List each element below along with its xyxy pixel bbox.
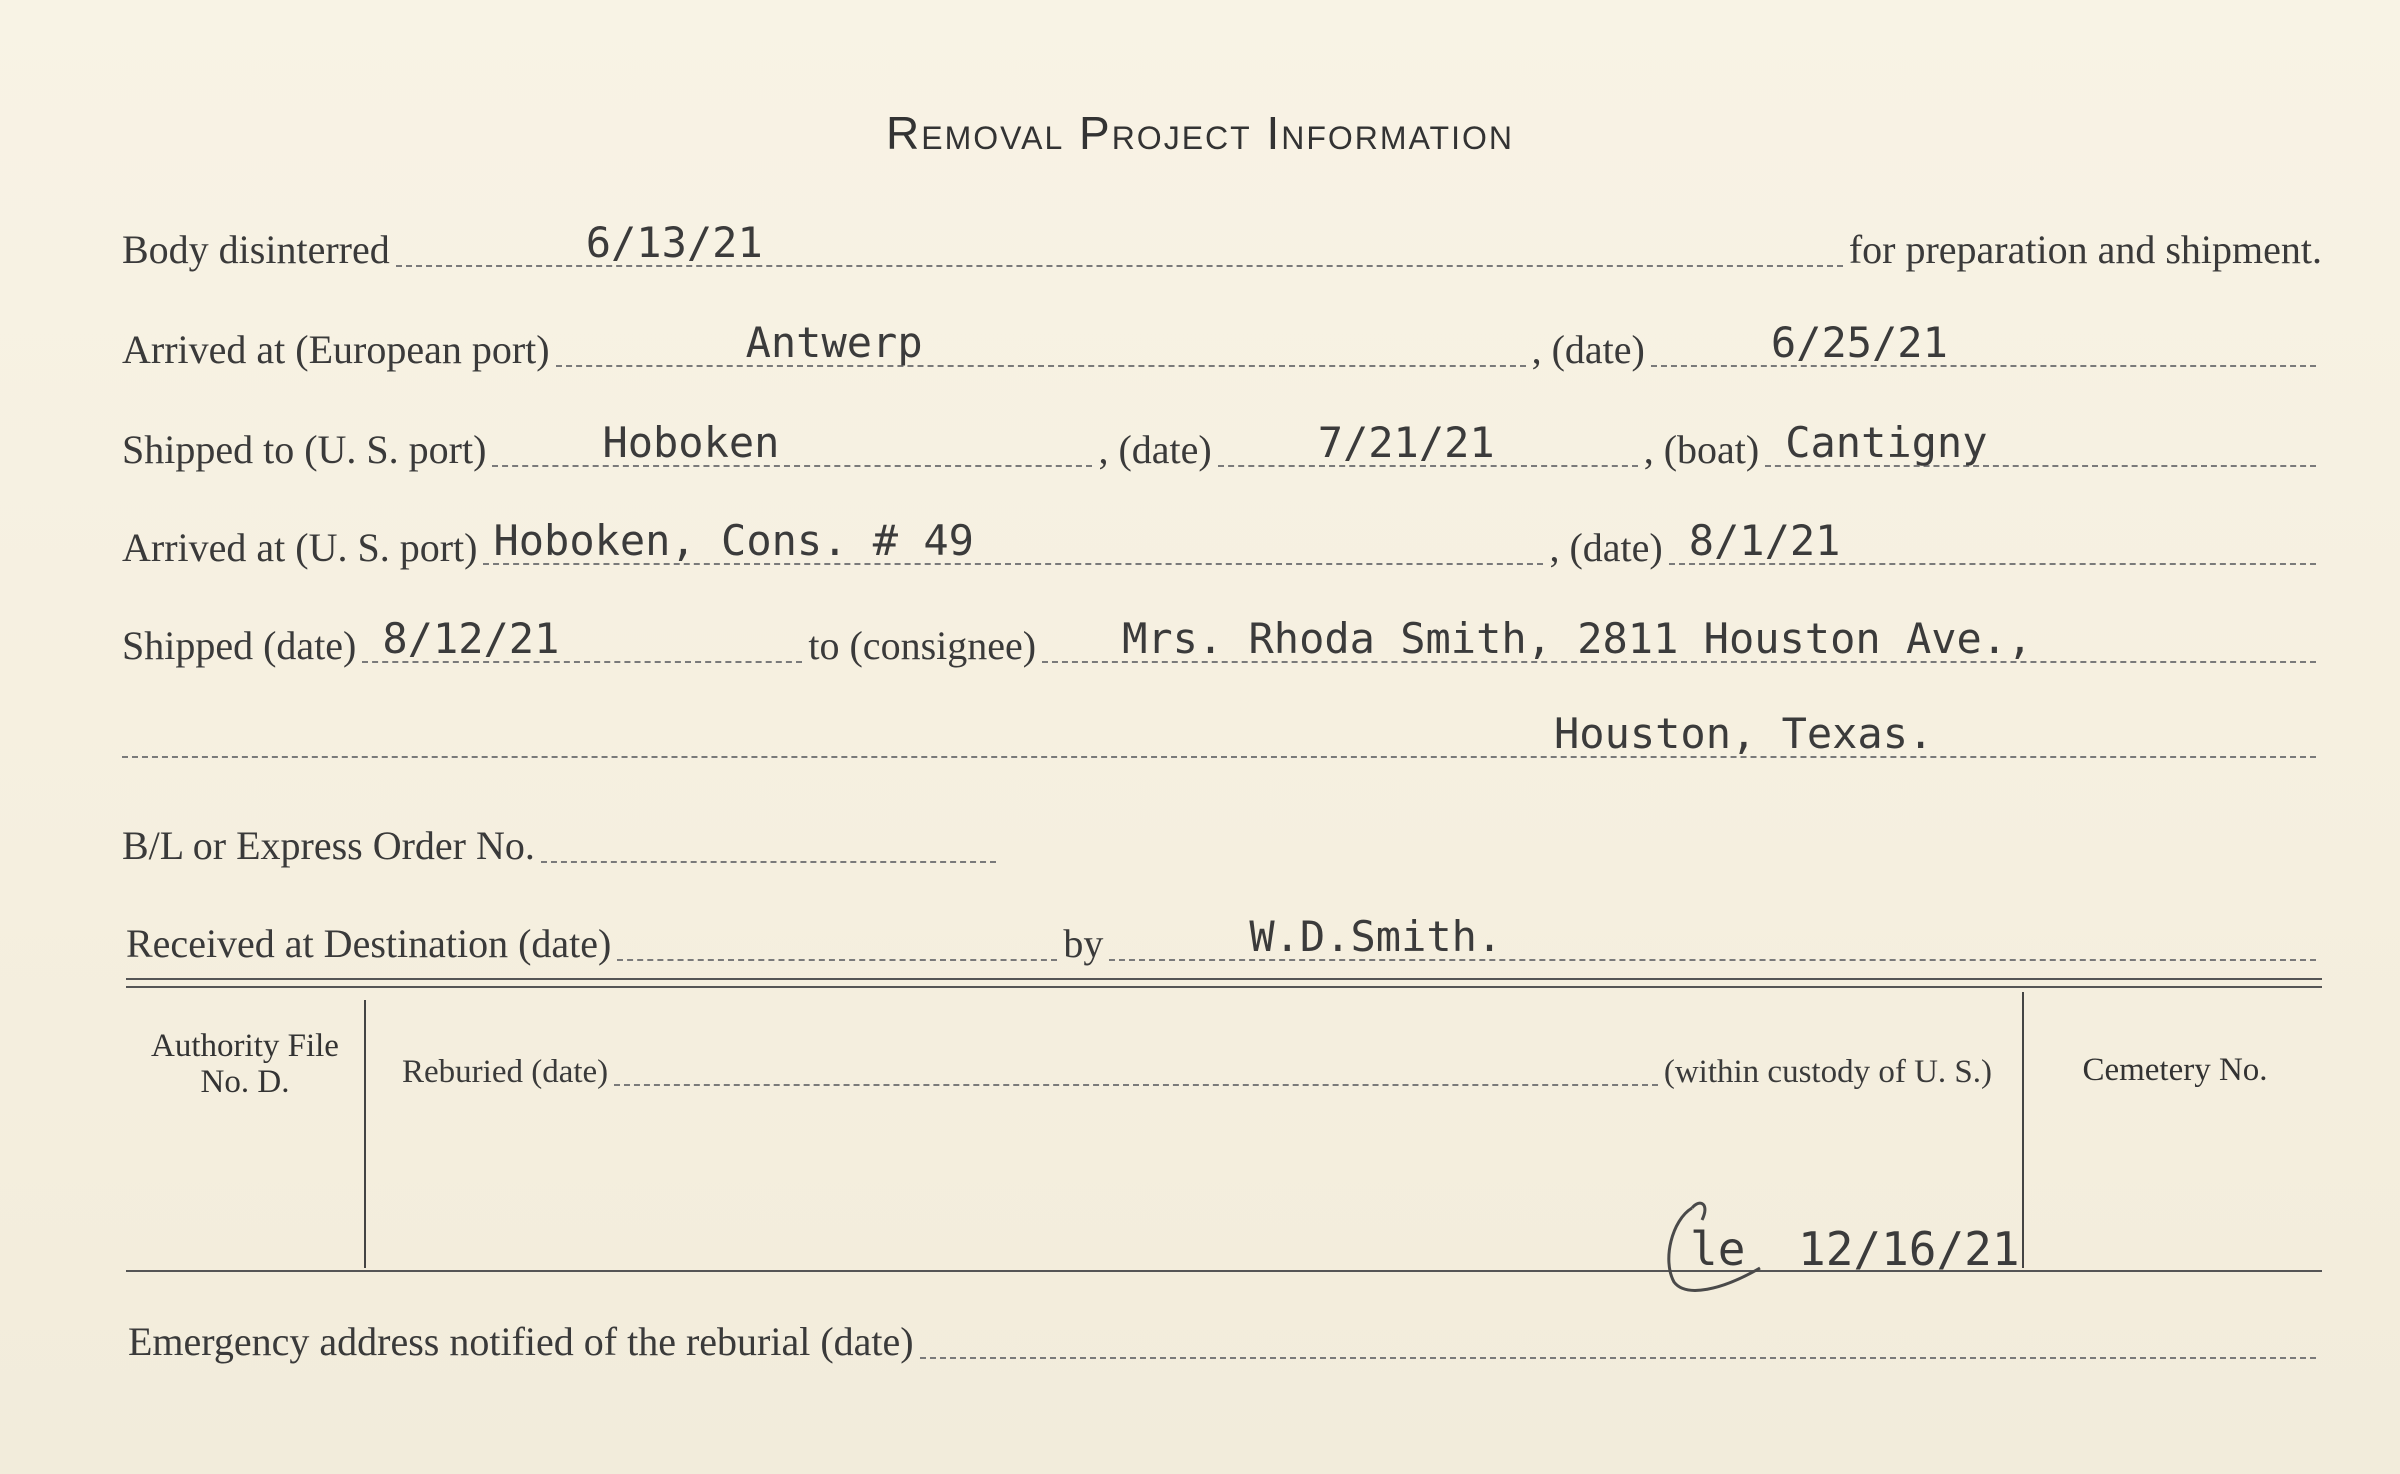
arrived-us-date: 8/1/21 (1688, 516, 1841, 565)
row-received (126, 912, 2322, 967)
received-by-field (1109, 912, 2316, 961)
row-consignee-continued (122, 709, 2322, 764)
arrived-european-label: Arrived at (European port) (122, 327, 550, 372)
table-divider-right (2022, 992, 2024, 1268)
shipped-date-label: Shipped (date) (122, 623, 357, 668)
emergency-label: Emergency address notified of the reburial (date) (128, 1319, 914, 1364)
table-divider-left (364, 1000, 366, 1268)
received-date-field (617, 923, 1057, 961)
shipped-us-label: Shipped to (U. S. port) (122, 427, 487, 472)
bl-order-field (541, 825, 996, 863)
body-disinterred-suffix: for preparation and shipment. (1848, 227, 2322, 272)
row-reburied (402, 1054, 1992, 1092)
arrived-us-label: Arrived at (U. S. port) (122, 525, 478, 570)
stamp-date: 12/16/21 (1798, 1222, 2020, 1276)
arrived-european-date-label: , (date) (1531, 327, 1645, 372)
received-by-label: by (1063, 921, 1104, 966)
row-body-disinterred (122, 218, 2322, 273)
shipped-us-port: Hoboken (602, 418, 780, 467)
arrived-us-date-label: , (date) (1549, 525, 1663, 570)
row-shipped-us (122, 418, 2322, 473)
row-emergency (128, 1318, 2322, 1365)
row-shipped-date (122, 614, 2322, 669)
received-by-value: W.D.Smith. (1249, 912, 1503, 961)
received-label: Received at Destination (date) (126, 921, 612, 966)
authority-file-label: Authority File No. D. (151, 1028, 339, 1100)
arrived-us-port-field (483, 516, 1543, 565)
body-disinterred-value: 6/13/21 (585, 218, 763, 267)
card-title: Removal Project Information (886, 107, 1514, 159)
row-arrived-european (122, 318, 2322, 373)
reburied-label: Reburied (date) (402, 1054, 609, 1090)
shipped-us-date-label: , (date) (1098, 427, 1212, 472)
row-bl-order (122, 822, 1002, 869)
bl-order-label: B/L or Express Order No. (122, 823, 535, 868)
stamp-initials: le (1690, 1222, 1746, 1276)
shipped-us-boat-field (1765, 418, 2316, 467)
shipped-us-port-field (492, 418, 1092, 467)
table-top-rule-1 (126, 978, 2322, 980)
consignee-label: to (consignee) (808, 623, 1037, 668)
shipped-date-field (362, 614, 802, 663)
body-disinterred-field (396, 218, 1843, 267)
shipped-us-boat-label: , (boat) (1643, 427, 1760, 472)
body-disinterred-label: Body disinterred (122, 227, 390, 272)
shipped-us-date-field (1218, 418, 1638, 467)
reburied-field (614, 1054, 1658, 1086)
consignee-field-2 (122, 709, 2316, 758)
arrived-european-date-field (1651, 318, 2316, 367)
arrived-european-port: Antwerp (745, 318, 923, 367)
row-arrived-us (122, 516, 2322, 571)
arrived-us-port: Hoboken, Cons. # 49 (493, 516, 974, 565)
shipped-date-value: 8/12/21 (382, 614, 560, 663)
consignee-field-1 (1042, 614, 2316, 663)
consignee-line-1: Mrs. Rhoda Smith, 2811 Houston Ave., (1122, 614, 2033, 663)
shipped-us-boat: Cantigny (1785, 418, 1988, 467)
cemetery-no-label: Cemetery No. (2082, 1052, 2268, 1088)
shipped-us-date: 7/21/21 (1317, 418, 1495, 467)
emergency-field (920, 1321, 2316, 1359)
table-top-rule-2 (126, 986, 2322, 988)
arrived-us-date-field (1669, 516, 2316, 565)
custody-label: (within custody of U. S.) (1663, 1054, 1992, 1090)
consignee-line-2: Houston, Texas. (1554, 709, 1934, 758)
arrived-european-port-field (556, 318, 1526, 367)
arrived-european-date: 6/25/21 (1770, 318, 1948, 367)
